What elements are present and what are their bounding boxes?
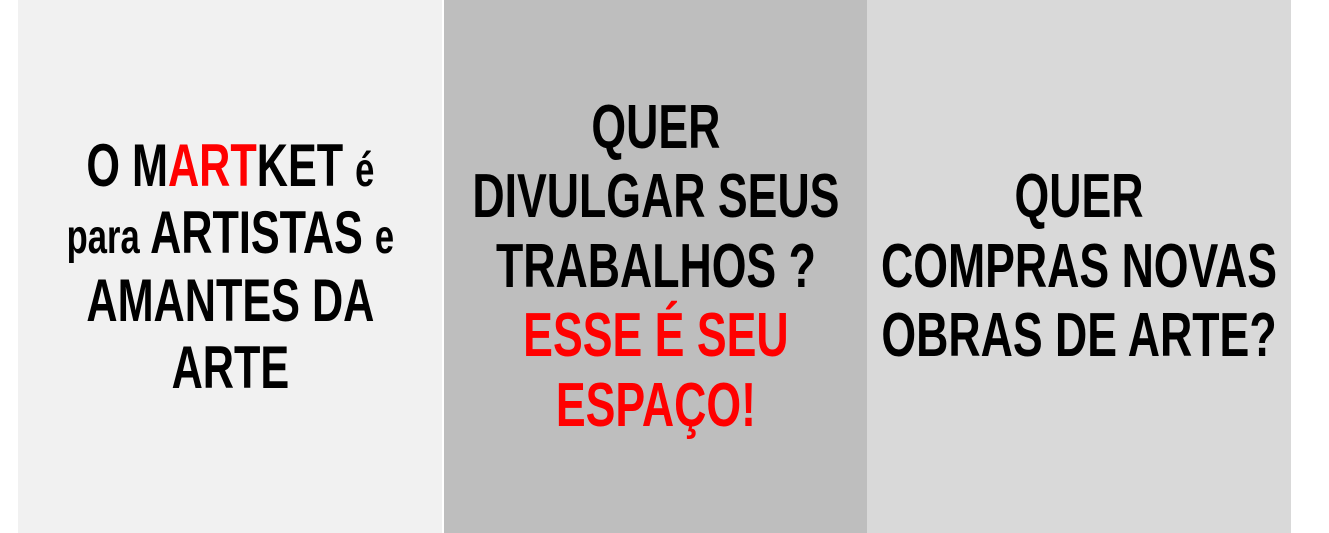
intro-text [66,132,393,401]
brand-accent: ART [167,132,257,200]
artist-line-1: QUER [591,92,720,162]
buyer-line-1: QUER [1014,162,1144,232]
intro-panel [18,0,442,533]
buyer-panel [867,0,1291,533]
artist-line-2: DIVULGAR SEUS [471,162,840,232]
word-artistas: ARTISTAS [149,199,363,267]
brand-suffix: KET [256,132,343,200]
buyer-text [881,162,1277,370]
intro-line-4: ARTE [171,333,289,401]
word-e-acute: é [354,144,375,198]
buyer-line-3: OBRAS DE ARTE? [881,301,1277,371]
intro-line-3: AMANTES DA [86,266,375,334]
word-para: para [66,211,140,265]
artist-highlight-line-1: ESSE É SEU [522,301,789,371]
intro-line-2 [66,199,393,266]
brand-prefix: O M [86,132,168,200]
buyer-line-2: COMPRAS NOVAS [881,231,1278,301]
artist-highlight-line-2: ESPAÇO! [555,370,756,440]
artist-text [472,93,839,440]
intro-line-1 [66,132,393,199]
word-e: e [374,211,394,265]
artist-panel [442,0,867,533]
artist-line-3: TRABALHOS ? [495,231,816,301]
